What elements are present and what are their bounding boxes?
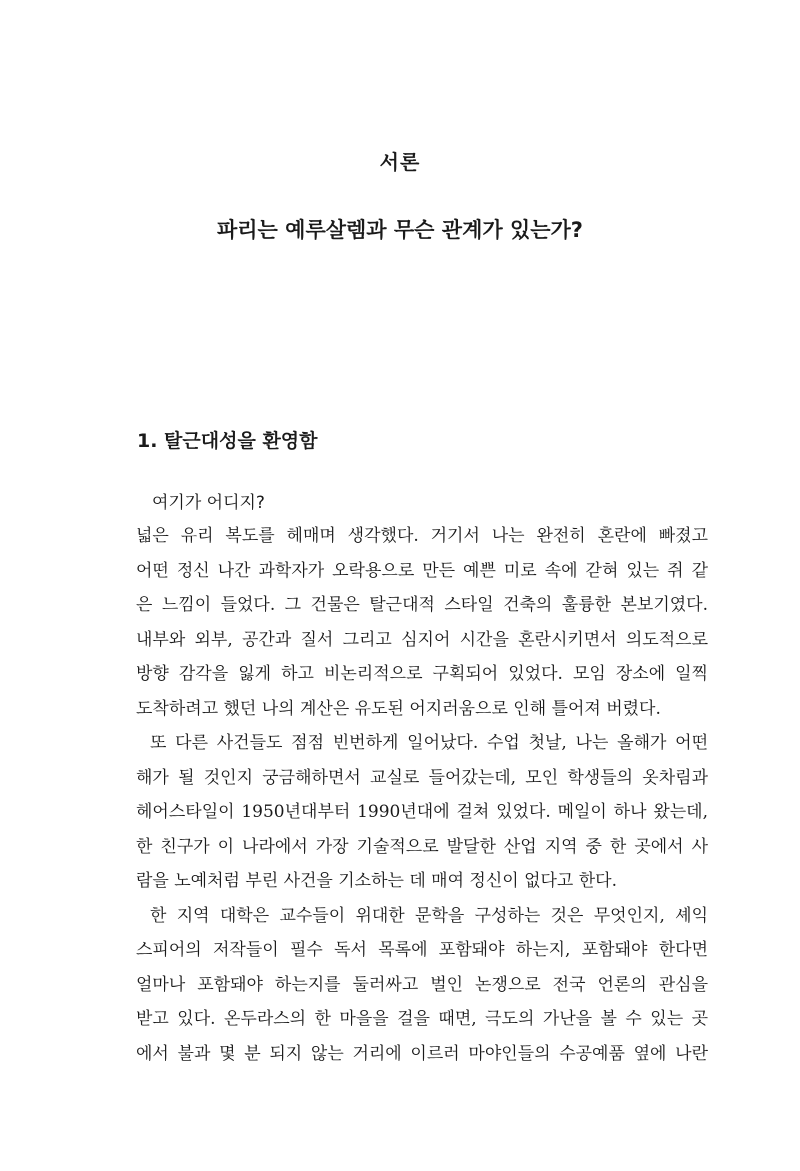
body-line: 넓은 유리 복도를 헤매며 생각했다. 거기서 나는 완전히 혼란에 빠졌고 [136, 526, 708, 546]
body-line: 에서 불과 몇 분 되지 않는 거리에 이르러 마야인들의 수공예품 옆에 나란 [136, 1043, 708, 1064]
body-line: 스피어의 저작들이 필수 독서 목록에 포함돼야 하는지, 포함돼야 한다면 [136, 940, 708, 960]
body-line: 내부와 외부, 공간과 질서 그리고 심지어 시간을 혼란시키면서 의도적으로 [136, 629, 708, 650]
body-line: 받고 있다. 온두라스의 한 마을을 걸을 때면, 극도의 가난을 볼 수 있는 곳 [136, 1009, 708, 1029]
body-text [136, 519, 708, 1071]
chapter-title: 파리는 예루살렘과 무슨 관계가 있는가? [216, 218, 583, 242]
body-line: 도착하려고 했던 나의 계산은 유도된 어지러움으로 인해 틀어져 버렸다. [136, 698, 661, 719]
body-line: 해가 될 것인지 궁금해하면서 교실로 들어갔는데, 모인 학생들의 옷차림과 [136, 767, 708, 788]
body-line: 얼마나 포함돼야 하는지를 둘러싸고 벌인 논쟁으로 전국 언론의 관심을 [136, 974, 708, 995]
subheading: 여기가 어디지? [152, 493, 265, 513]
body-line: 또 다른 사건들도 점점 빈번하게 일어났다. 수업 첫날, 나는 올해가 어떤 [150, 733, 708, 753]
body-line: 방향 감각을 잃게 하고 비논리적으로 구획되어 있었다. 모임 장소에 일찍 [136, 664, 708, 684]
body-line: 어떤 정신 나간 과학자가 오락용으로 만든 예쁜 미로 속에 갇혀 있는 쥐 같 [136, 560, 708, 581]
body-line: 은 느낌이 들었다. 그 건물은 탈근대적 스타일 건축의 훌륭한 본보기였다. [136, 595, 708, 615]
body-line: 한 친구가 이 나라에서 가장 기술적으로 발달한 산업 지역 중 한 곳에서 사 [136, 836, 708, 857]
body-line: 한 지역 대학은 교수들이 위대한 문학을 구성하는 것은 무엇인지, 셰익 [150, 905, 708, 926]
body-line: 헤어스타일이 1950년대부터 1990년대에 걸쳐 있었다. 메일이 하나 왔는데, [136, 802, 708, 822]
chapter-label: 서론 [379, 150, 421, 174]
section-heading: 1. 탈근대성을 환영함 [137, 430, 318, 452]
body-line: 람을 노예처럼 부린 사건을 기소하는 데 매여 정신이 없다고 한다. [136, 871, 618, 891]
